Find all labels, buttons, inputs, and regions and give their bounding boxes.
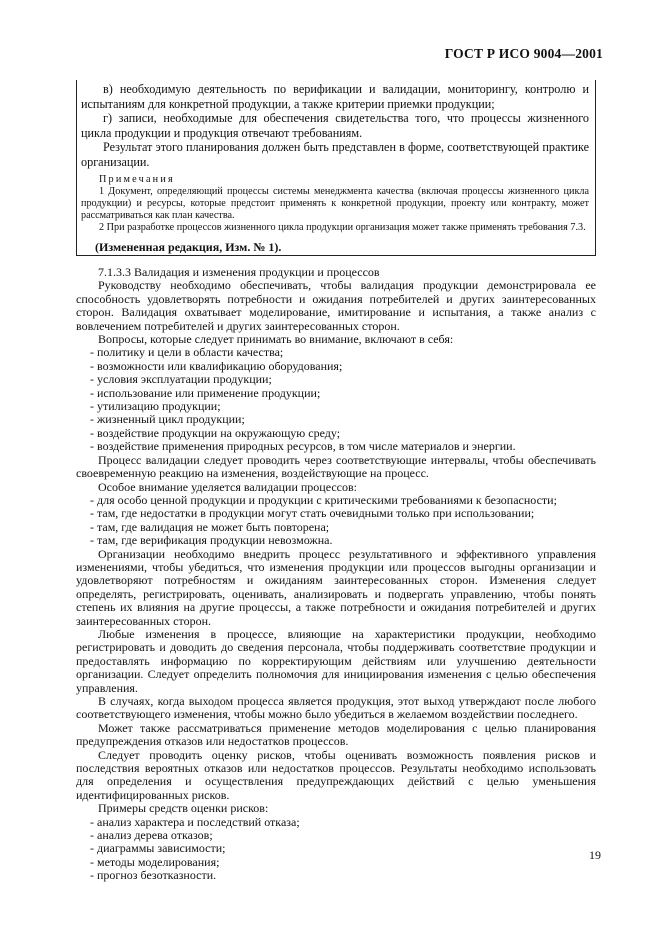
list-item: - анализ дерева отказов;: [90, 829, 596, 842]
page-number: 19: [589, 848, 601, 862]
paragraph: В случаях, когда выходом процесса является продукция, этот выход утверждают после любого соответствующего изменения, чтобы можно было убедиться в желаемом воздействии последнего.: [76, 694, 596, 722]
paragraph: Может также рассматриваться применение методов моделирования с целью планирования предупреждения отказов или недостатков процессов.: [76, 720, 596, 749]
paragraph: Любые изменения в процессе, влияющие на характеристики продукции, необходимо регистрировать и доводить до сведения персонала, чтобы поддерживать соответствие продукции и предоставлять информацию по корректирующим действиям или улучшению деятельности организации. Следует определить полномочия для инициирования изменения с целью обеспечения управления.: [76, 626, 596, 695]
paragraph-result: Результат этого планирования должен быть представлен в форме, соответствующей практике организации.: [81, 140, 589, 169]
framed-block: [76, 80, 596, 256]
paragraph: Руководству необходимо обеспечивать, чтобы валидация продукции демонстрировала ее способность удовлетворять потребности и ожидания потребителей и других заинтересованных сторон. Валидация охватывает моделирование, имитирование и испытания, а также анализ с вовлечением потребителей и других заинтересованных сторон.: [76, 278, 596, 333]
amendment-note: (Измененная редакция, Изм. № 1).: [95, 240, 282, 255]
list-item: - там, где недостатки в продукции могут стать очевидными только при использовании;: [90, 507, 596, 520]
list-item: - использование или применение продукции;: [90, 387, 596, 400]
list-item: - там, где верификация продукции невозможна.: [90, 534, 596, 547]
list-item: - условия эксплуатации продукции;: [90, 373, 596, 386]
list-item: - жизненный цикл продукции;: [90, 413, 596, 426]
paragraph: Организации необходимо внедрить процесс результативного и эффективного управления изменениями, чтобы убедиться, что изменения продукции или процессов выгодны организации и удовлетворяют потребностям и ожиданиям заинтересованных сторон. Изменения следует определять, регистрировать, оценивать, анализировать и подвергать управлению, чтобы понять степень их влияния на другие процессы, а также потребности и ожидания потребителей и других заинтересованных сторон.: [76, 546, 596, 628]
risk-tools-list: [76, 816, 596, 883]
considerations-list: [76, 346, 596, 453]
list-item: - для особо ценной продукции и продукции с критическими требованиями к безопасности;: [90, 494, 596, 507]
paragraph: Процесс валидации следует проводить через соответствующие интервалы, чтобы обеспечивать своевременную реакцию на изменения, воздействующие на процесс.: [76, 452, 596, 481]
notes-title: Примечания: [99, 173, 175, 185]
note-1: 1 Документ, определяющий процессы системы менеджмента качества (включая процессы жизненного цикла продукции) и ресурсы, которые предстоит применять к конкретной продукции, проекту или контракту, может рассматриваться как план качества.: [81, 185, 589, 221]
main-text: [76, 266, 596, 883]
list-item: - воздействие продукции на окружающую среду;: [90, 427, 596, 440]
paragraph: Вопросы, которые следует принимать во внимание, включают в себя:: [98, 332, 454, 347]
process-validation-list: [76, 494, 596, 548]
list-item: - политику и цели в области качества;: [90, 346, 596, 359]
list-item: - утилизацию продукции;: [90, 400, 596, 413]
list-item: - там, где валидация не может быть повторена;: [90, 521, 596, 534]
list-item: - воздействие применения природных ресурсов, в том числе материалов и энергии.: [90, 440, 596, 453]
section-heading: 7.1.3.3 Валидация и изменения продукции и процессов: [98, 265, 380, 279]
list-item: - возможности или квалификацию оборудования;: [90, 360, 596, 373]
page-header: ГОСТ Р ИСО 9004—2001: [444, 46, 603, 61]
paragraph: Следует проводить оценку рисков, чтобы оценивать возможность появления рисков и последствия вероятных отказов или недостатков процессов. Результаты необходимо использовать для определения и осуществления предупреждающих действий с целью уменьшения идентифицированных рисков.: [76, 747, 596, 802]
paragraph-g: г) записи, необходимые для обеспечения свидетельства того, что процессы жизненного цикла продукции и продукция отвечают требованиям.: [81, 111, 589, 140]
paragraph: Особое внимание уделяется валидации процессов:: [98, 479, 358, 494]
paragraph: Примеры средств оценки рисков:: [98, 801, 269, 816]
list-item: - анализ характера и последствий отказа;: [90, 816, 596, 829]
list-item: - методы моделирования;: [90, 856, 596, 869]
note-2: 2 При разработке процессов жизненного цикла продукции организация может также применять требования 7.3.: [99, 222, 586, 234]
list-item: - прогноз безотказности.: [90, 869, 596, 882]
paragraph-v: в) необходимую деятельность по верификации и валидации, мониторингу, контролю и испытаниям для конкретной продукции, а также критерии приемки продукции;: [81, 82, 589, 111]
list-item: - диаграммы зависимости;: [90, 842, 596, 855]
